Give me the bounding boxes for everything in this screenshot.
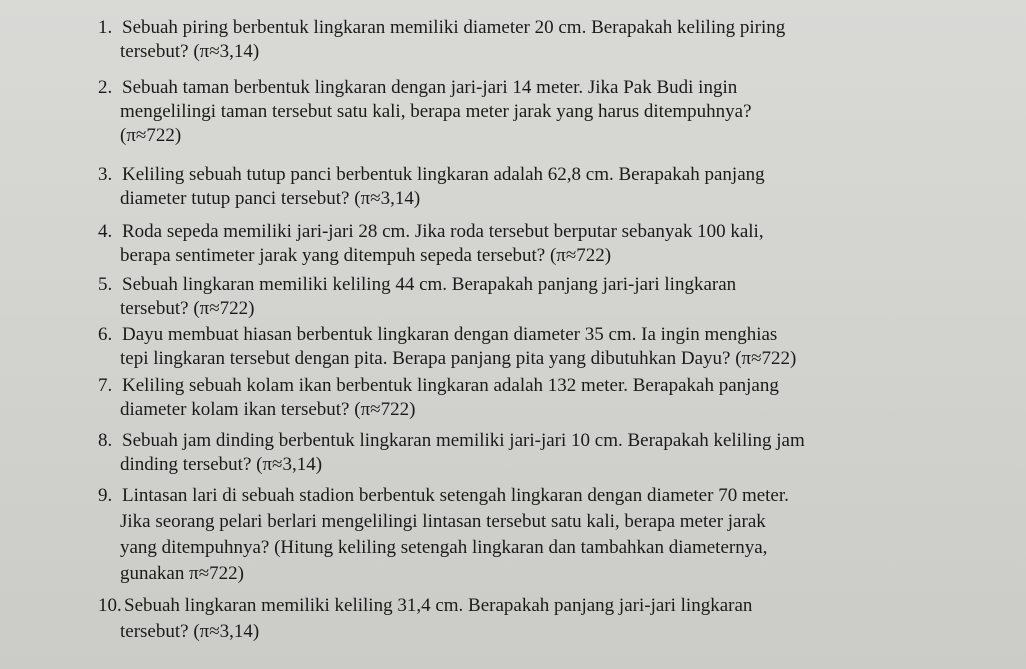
question-text-line: dinding tersebut? (π≈3,14) xyxy=(120,454,323,475)
question-text-line: Sebuah piring berbentuk lingkaran memiliki diameter 20 cm. Berapakah keliling piring xyxy=(122,17,786,38)
question-text-line: berapa sentimeter jarak yang ditempuh sepeda tersebut? (π≈722) xyxy=(120,245,612,266)
question-number: 4. xyxy=(98,221,113,242)
question-text-line: (π≈722) xyxy=(120,125,182,146)
question-text-line: gunakan π≈722) xyxy=(120,563,244,584)
question-text-line: Sebuah lingkaran memiliki keliling 31,4 cm. Berapakah panjang jari-jari lingkaran xyxy=(124,595,753,616)
question-text-line: Sebuah taman berbentuk lingkaran dengan jari-jari 14 meter. Jika Pak Budi ingin xyxy=(122,77,738,98)
question-text-line: Keliling sebuah kolam ikan berbentuk lingkaran adalah 132 meter. Berapakah panjang xyxy=(122,375,779,396)
question-number: 2. xyxy=(98,77,113,98)
question-text-line: Sebuah lingkaran memiliki keliling 44 cm. Berapakah panjang jari-jari lingkaran xyxy=(122,274,737,295)
question-text-line: mengelilingi taman tersebut satu kali, berapa meter jarak yang harus ditempuhnya? xyxy=(120,101,752,122)
question-number: 5. xyxy=(98,274,113,295)
question-text-line: Dayu membuat hiasan berbentuk lingkaran dengan diameter 35 cm. Ia ingin menghias xyxy=(122,324,778,345)
question-number: 7. xyxy=(98,375,113,396)
question-number: 6. xyxy=(98,324,113,345)
question-text-line: tepi lingkaran tersebut dengan pita. Berapa panjang pita yang dibutuhkan Dayu? (π≈722) xyxy=(120,348,797,369)
question-text-line: tersebut? (π≈3,14) xyxy=(120,621,260,642)
question-text-line: diameter kolam ikan tersebut? (π≈722) xyxy=(120,399,416,420)
question-text-line: Keliling sebuah tutup panci berbentuk lingkaran adalah 62,8 cm. Berapakah panjang xyxy=(122,164,765,185)
question-number: 1. xyxy=(98,17,113,38)
question-text-line: diameter tutup panci tersebut? (π≈3,14) xyxy=(120,188,421,209)
question-text-line: yang ditempuhnya? (Hitung keliling setengah lingkaran dan tambahkan diameternya, xyxy=(120,537,768,558)
question-text-line: Jika seorang pelari berlari mengelilingi lintasan tersebut satu kali, berapa meter jarak xyxy=(120,511,766,532)
question-text-line: tersebut? (π≈3,14) xyxy=(120,41,260,62)
question-number: 10. xyxy=(98,595,122,616)
question-number: 3. xyxy=(98,164,113,185)
question-text-line: Lintasan lari di sebuah stadion berbentuk setengah lingkaran dengan diameter 70 meter. xyxy=(122,485,789,506)
question-number: 9. xyxy=(98,485,113,506)
question-text-line: tersebut? (π≈722) xyxy=(120,298,255,319)
question-text-line: Sebuah jam dinding berbentuk lingkaran memiliki jari-jari 10 cm. Berapakah keliling jam xyxy=(122,430,805,451)
question-number: 8. xyxy=(98,430,113,451)
question-text-line: Roda sepeda memiliki jari-jari 28 cm. Jika roda tersebut berputar sebanyak 100 kali, xyxy=(122,221,764,242)
